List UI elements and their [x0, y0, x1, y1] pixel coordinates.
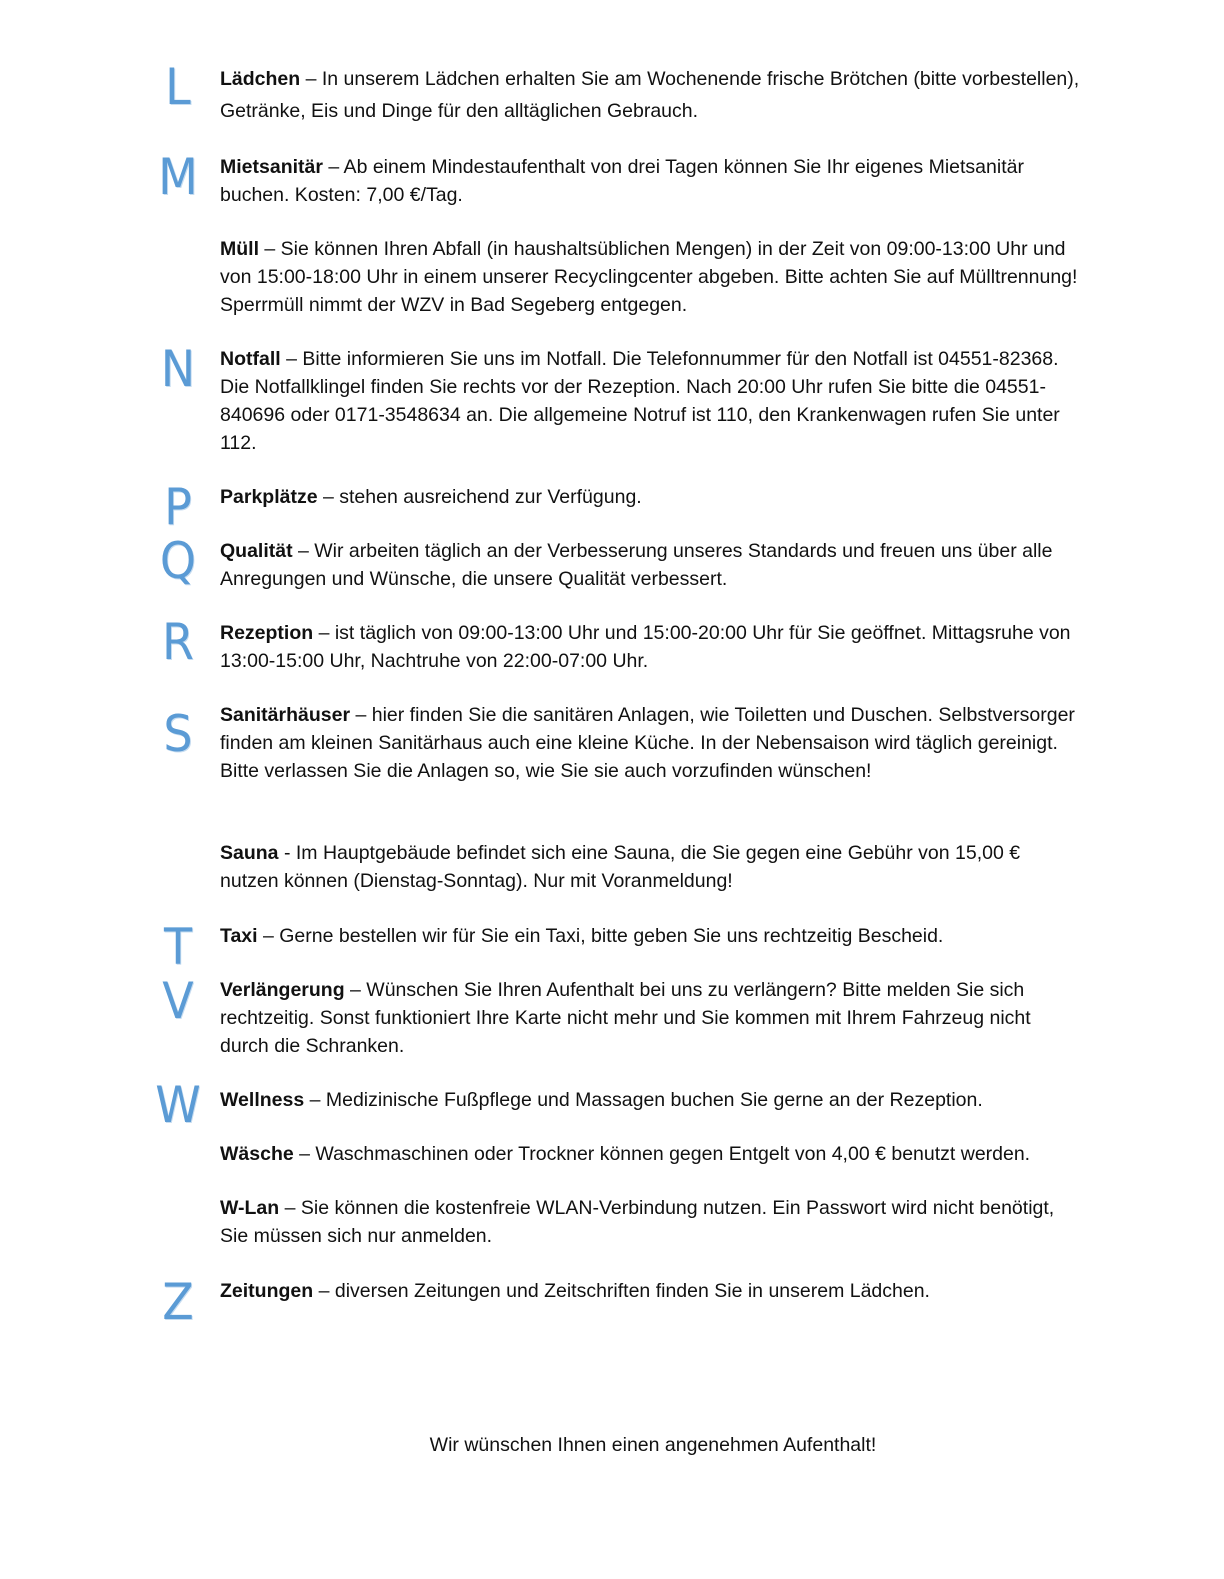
entry-text: – Gerne bestellen wir für Sie ein Taxi, bitte geben Sie uns rechtzeitig Bescheid.	[257, 925, 944, 947]
entry-text: – In unserem Lädchen erhalten Sie am Wochenende frische Brötchen (bitte vorbestellen), Getränke, Eis und Dinge für den alltäglichen Gebrauch.	[220, 68, 1080, 122]
entry-text: – Wir arbeiten täglich an der Verbesserung unseres Standards und freuen uns über alle Anregungen und Wünsche, die unsere Qualität verbessert.	[220, 540, 1053, 590]
section-letter-q: Q	[159, 532, 197, 590]
entry-text: – Sie können die kostenfreie WLAN-Verbindung nutzen. Ein Passwort wird nicht benötigt, Sie müssen sich nur anmelden.	[220, 1197, 1055, 1247]
section-letter-s: S	[163, 705, 193, 763]
entry-taxi	[220, 922, 1080, 950]
entry-term: Lädchen	[220, 68, 301, 90]
entry-text: – Medizinische Fußpflege und Massagen buchen Sie gerne an der Rezeption.	[304, 1089, 983, 1111]
entry-sauna	[220, 839, 1080, 895]
section-letter-v: V	[162, 972, 194, 1030]
entry-text: – stehen ausreichend zur Verfügung.	[317, 486, 642, 508]
entry-waesche	[220, 1140, 1080, 1168]
entry-laedchen	[220, 63, 1080, 127]
section-letter-l: L	[165, 58, 191, 116]
entry-zeitungen	[220, 1277, 1080, 1305]
entry-text: – diversen Zeitungen und Zeitschriften finden Sie in unserem Lädchen.	[313, 1280, 930, 1302]
entry-term: W-Lan	[220, 1197, 280, 1219]
entry-text: – hier finden Sie die sanitären Anlagen, wie Toiletten und Duschen. Selbstversorger finden am kleinen Sanitärhaus auch eine kleine Küche. In der Nebensaison wird täglich gereinigt. Bitte verlassen Sie die Anlagen so, wie Sie sie auch vorzufinden wünschen!	[220, 704, 1075, 782]
entry-rezeption	[220, 619, 1080, 675]
entry-term: Notfall	[220, 348, 281, 370]
entry-mietsanitaer	[220, 153, 1080, 209]
section-letter-z: Z	[162, 1273, 194, 1331]
entry-qualitaet	[220, 537, 1080, 593]
entry-muell	[220, 235, 1080, 319]
entry-text: - Im Hauptgebäude befindet sich eine Sauna, die Sie gegen eine Gebühr von 15,00 € nutzen können (Dienstag-Sonntag). Nur mit Voranmeldung!	[220, 842, 1021, 892]
entry-term: Mietsanitär	[220, 156, 323, 178]
closing-message: Wir wünschen Ihnen einen angenehmen Aufenthalt!	[429, 1434, 877, 1456]
entry-wellness	[220, 1086, 1080, 1114]
entry-term: Parkplätze	[220, 486, 318, 508]
entry-verlaengerung	[220, 976, 1080, 1060]
section-letter-t: T	[163, 918, 193, 976]
entry-term: Sauna	[220, 842, 279, 864]
entry-term: Müll	[220, 238, 259, 260]
entry-term: Wäsche	[220, 1143, 294, 1165]
entry-term: Zeitungen	[220, 1280, 314, 1302]
entry-text: – Wünschen Sie Ihren Aufenthalt bei uns zu verlängern? Bitte melden Sie sich rechtzeitig. Sonst funktioniert Ihre Karte nicht mehr und Sie kommen mit Ihrem Fahrzeug nicht durch die Schranken.	[220, 979, 1031, 1057]
entry-term: Wellness	[220, 1089, 305, 1111]
section-letter-n: N	[160, 340, 196, 398]
section-letter-m: M	[158, 148, 198, 206]
section-letter-w: W	[155, 1076, 201, 1134]
entry-term: Verlängerung	[220, 979, 345, 1001]
entry-term: Taxi	[220, 925, 258, 947]
entry-sanitaerhaeuser	[220, 701, 1080, 785]
entry-text: – Waschmaschinen oder Trockner können gegen Entgelt von 4,00 € benutzt werden.	[293, 1143, 1031, 1165]
section-letter-p: P	[164, 478, 192, 536]
entry-notfall	[220, 345, 1080, 457]
section-letter-r: R	[162, 613, 194, 671]
entry-wlan	[220, 1194, 1080, 1250]
entry-text: – Bitte informieren Sie uns im Notfall. Die Telefonnummer für den Notfall ist 04551-82368. Die Notfallklingel finden Sie rechts vor der Rezeption. Nach 20:00 Uhr rufen Sie bitte die 04551-840696 oder 0171-3548634 an. Die allgemeine Notruf ist 110, den Krankenwagen rufen Sie unter 112.	[220, 348, 1060, 454]
entry-text: – Ab einem Mindestaufenthalt von drei Tagen können Sie Ihr eigenes Mietsanitär buchen. Kosten: 7,00 €/Tag.	[220, 156, 1024, 206]
entry-text: – ist täglich von 09:00-13:00 Uhr und 15:00-20:00 Uhr für Sie geöffnet. Mittagsruhe von 13:00-15:00 Uhr, Nachtruhe von 22:00-07:00 Uhr.	[220, 622, 1071, 672]
entry-term: Qualität	[220, 540, 293, 562]
entry-text: – Sie können Ihren Abfall (in haushaltsüblichen Mengen) in der Zeit von 09:00-13:00 Uhr und von 15:00-18:00 Uhr in einem unserer Recyclingcenter abgeben. Bitte achten Sie auf Mülltrennung! Sperrmüll nimmt der WZV in Bad Segeberg entgegen.	[220, 238, 1078, 316]
entry-term: Sanitärhäuser	[220, 704, 351, 726]
entry-term: Rezeption	[220, 622, 314, 644]
entry-parkplaetze	[220, 483, 1080, 511]
